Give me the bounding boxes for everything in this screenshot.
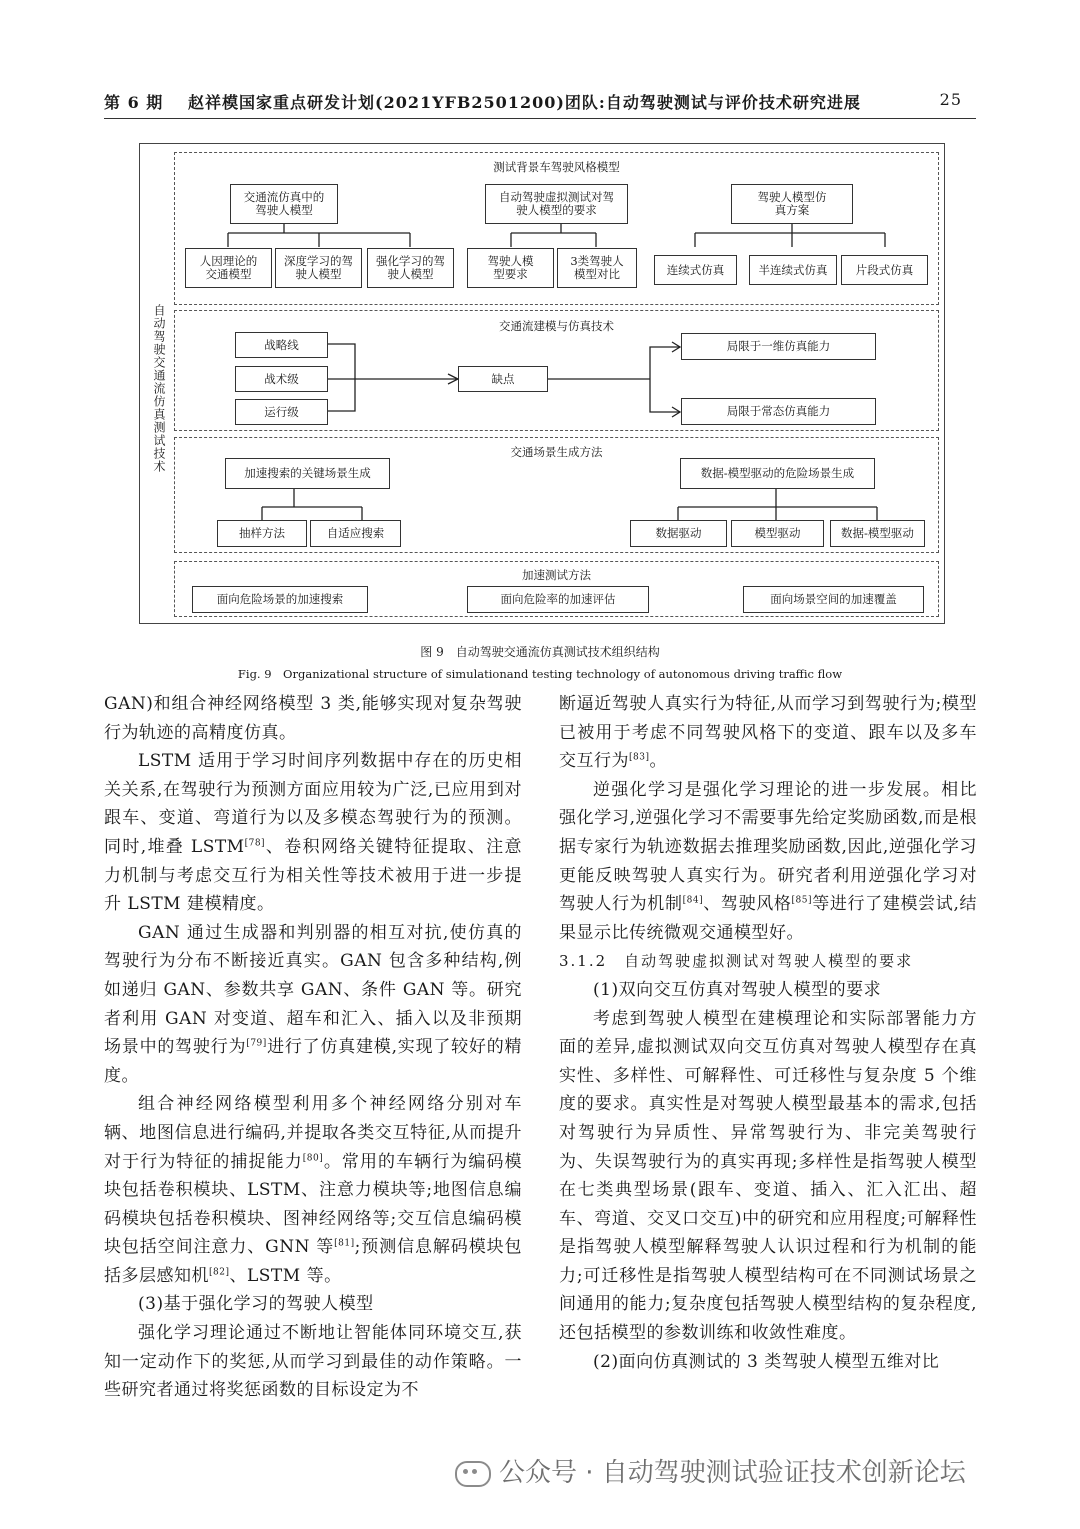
paragraph: 断逼近驾驶人真实行为特征,从而学习到驾驶行为;模型已被用于考虑不同驾驶风格下的变道、跟车以及多车交互行为[83]。	[559, 694, 977, 772]
box-drawbacks: 缺点	[458, 366, 548, 392]
subheading-rl: (3)基于强化学习的驾驶人模型	[138, 1294, 374, 1315]
citation: [85]	[791, 895, 813, 906]
figure-9	[139, 143, 945, 624]
citation: [84]	[682, 895, 704, 906]
citation: [83]	[629, 752, 650, 763]
section-scenario-generation	[174, 437, 939, 553]
paragraph-irl: 逆强化学习是强化学习理论的进一步发展。相比强化学习,逆强化学习不需要事先给定奖励函数,而是根据专家行为轨迹数据去推理奖励函数,因此,逆强化学习更能反映驾驶人真实行为。研究者利用逆强化学习对驾驶人行为机制[84]、驾驶风格[85]等进行了建模尝试,结果显示比传统微观交通模型好。	[559, 779, 978, 943]
section-title: 交通流建模与仿真技术	[499, 319, 614, 333]
wechat-icon	[455, 1461, 491, 1487]
watermark: 公众号 · 自动驾驶测试验证技术创新论坛	[455, 1452, 1055, 1492]
paragraph-lstm: LSTM 适用于学习时间序列数据中存在的历史相关关系,在驾驶行为预测方面应用较为广泛,已应用到对跟车、变道、弯道行为以及多模态驾驶行为的预测。同时,堆叠 LSTM[78]、卷积网络关键特征提取、注意力机制与考虑交互行为相关性等技术被用于进一步提升 LSTM 建模精度。	[104, 751, 522, 915]
box-human-factor-model: 人因理论的交通模型	[185, 248, 272, 288]
box-scenario-space-coverage: 面向场景空间的加速覆盖	[743, 586, 924, 613]
section-title: 测试背景车驾驶风格模型	[493, 160, 620, 174]
section-title: 交通场景生成方法	[510, 445, 603, 459]
box-data-model-driven: 数据-模型驱动	[830, 520, 925, 547]
box-sampling-method: 抽样方法	[217, 520, 307, 547]
box-adaptive-search: 自适应搜索	[310, 520, 401, 547]
left-column	[104, 690, 522, 1405]
citation: [80]	[302, 1152, 324, 1163]
box-operational-level: 运行级	[235, 399, 328, 425]
box-traffic-driver-model: 交通流仿真中的驾驶人模型	[230, 184, 338, 224]
subheading-comparison: (2)面向仿真测试的 3 类驾驶人模型五维对比	[593, 1351, 940, 1372]
section-driver-style-model	[174, 152, 939, 305]
box-continuous-sim: 连续式仿真	[654, 255, 737, 285]
box-strategic-level: 战略线	[235, 332, 328, 358]
box-segment-sim: 片段式仿真	[841, 255, 928, 285]
header-title: 赵祥模国家重点研发计划(2021YFB2501200)团队:自动驾驶测试与评价技术研究进展	[188, 93, 861, 112]
section-title: 加速测试方法	[522, 568, 591, 582]
running-header	[104, 88, 976, 119]
citation: [82]	[209, 1267, 230, 1278]
paragraph-requirements: 考虑到驾驶人模型在建模理论和实际部署能力方面的差异,虚拟测试双向交互仿真对驾驶人模型存在真实性、多样性、可解释性、可迁移性与复杂度 5 个维度的要求。真实性是对驾驶人模型最基本的需求,包括对驾驶行为异质性、异常驾驶行为、非完美驾驶行为、失误驾驶行为的真实再现;多样性是指驾驶人模型在七类典型场景(跟车、变道、插入、汇入汇出、超车、弯道、交叉口交互)中的研究和应用程度;可解释性是指驾驶人模型解释驾驶人认识过程和行为机制的能力;可迁移性是指驾驶人模型结构可在不同测试场景之间通用的能力;复杂度包括驾驶人模型结构的复杂程度,还包括模型的参数训练和收敛性难度。	[559, 1008, 977, 1344]
box-data-driven: 数据驱动	[630, 520, 727, 547]
section-accelerated-testing	[174, 561, 939, 617]
subheading-bidirectional: (1)双向交互仿真对驾驶人模型的要求	[593, 979, 882, 1000]
box-semi-continuous-sim: 半连续式仿真	[749, 255, 837, 285]
figure-caption-cn: 图 9 自动驾驶交通流仿真测试技术组织结构	[420, 645, 660, 659]
box-driver-sim-scheme: 驾驶人模型仿真方案	[731, 184, 853, 224]
box-danger-rate-evaluation: 面向危险率的加速评估	[467, 586, 649, 613]
box-danger-scenario-search: 面向危险场景的加速搜索	[192, 586, 368, 613]
box-accelerated-search-generation: 加速搜索的关键场景生成	[225, 458, 390, 489]
page-number: 25	[939, 90, 962, 109]
figure-caption-en: Fig. 9 Organizational structure of simulationand testing technology of autonomous driving traffic flow	[237, 667, 843, 681]
box-data-model-driven-generation: 数据-模型驱动的危险场景生成	[680, 458, 875, 489]
box-model-comparison: 3类驾驶人模型对比	[557, 248, 637, 288]
paragraph-rl: 强化学习理论通过不断地让智能体同环境交互,获知一定动作下的奖惩,从而学习到最佳的动作策略。一些研究者通过将奖惩函数的目标设定为不	[104, 1323, 522, 1401]
citation: [78]	[244, 838, 266, 849]
box-model-driven: 模型驱动	[731, 520, 824, 547]
figure-vertical-label: 自动驾驶交通流仿真测试技术	[152, 304, 166, 473]
section-traffic-modeling	[174, 310, 939, 431]
section-heading-3-1-2: 3.1.2 自动驾驶虚拟测试对驾驶人模型的要求	[559, 952, 914, 971]
citation: [81]	[334, 1238, 355, 1249]
box-rl-model: 强化学习的驾驶人模型	[367, 248, 454, 288]
paragraph: GAN)和组合神经网络模型 3 类,能够实现对复杂驾驶行为轨迹的高精度仿真。	[104, 694, 522, 743]
box-virtual-test-requirements: 自动驾驶虚拟测试对驾驶人模型的要求	[485, 184, 628, 224]
issue-number: 第 6 期	[104, 93, 164, 112]
citation: [79]	[246, 1038, 267, 1049]
box-deep-learning-model: 深度学习的驾驶人模型	[275, 248, 362, 288]
right-column	[559, 690, 977, 1376]
paragraph-gan: GAN 通过生成器和判别器的相互对抗,使仿真的驾驶行为分布不断接近真实。GAN 包含多种结构,例如递归 GAN、参数共享 GAN、条件 GAN 等。研究者利用 GAN 对变道、超车和汇入、插入以及非预期场景中的驾驶行为[79]进行了仿真建模,实现了较好的精度。	[104, 922, 523, 1086]
box-normal-limit: 局限于常态仿真能力	[681, 398, 876, 425]
paragraph-combined-nn: 组合神经网络模型利用多个神经网络分别对车辆、地图信息进行编码,并提取各类交互特征,从而提升对于行为特征的捕捉能力[80]。常用的车辆行为编码模块包括卷积模块、LSTM、注意力模块等;地图信息编码模块包括卷积模块、图神经网络等;交互信息编码模块包括空间注意力、GNN 等[81];预测信息解码模块包括多层感知机[82]、LSTM 等。	[104, 1094, 523, 1286]
box-model-requirements: 驾驶人模型要求	[467, 248, 554, 288]
box-tactical-level: 战术级	[235, 366, 328, 392]
box-1d-limit: 局限于一维仿真能力	[681, 333, 876, 360]
